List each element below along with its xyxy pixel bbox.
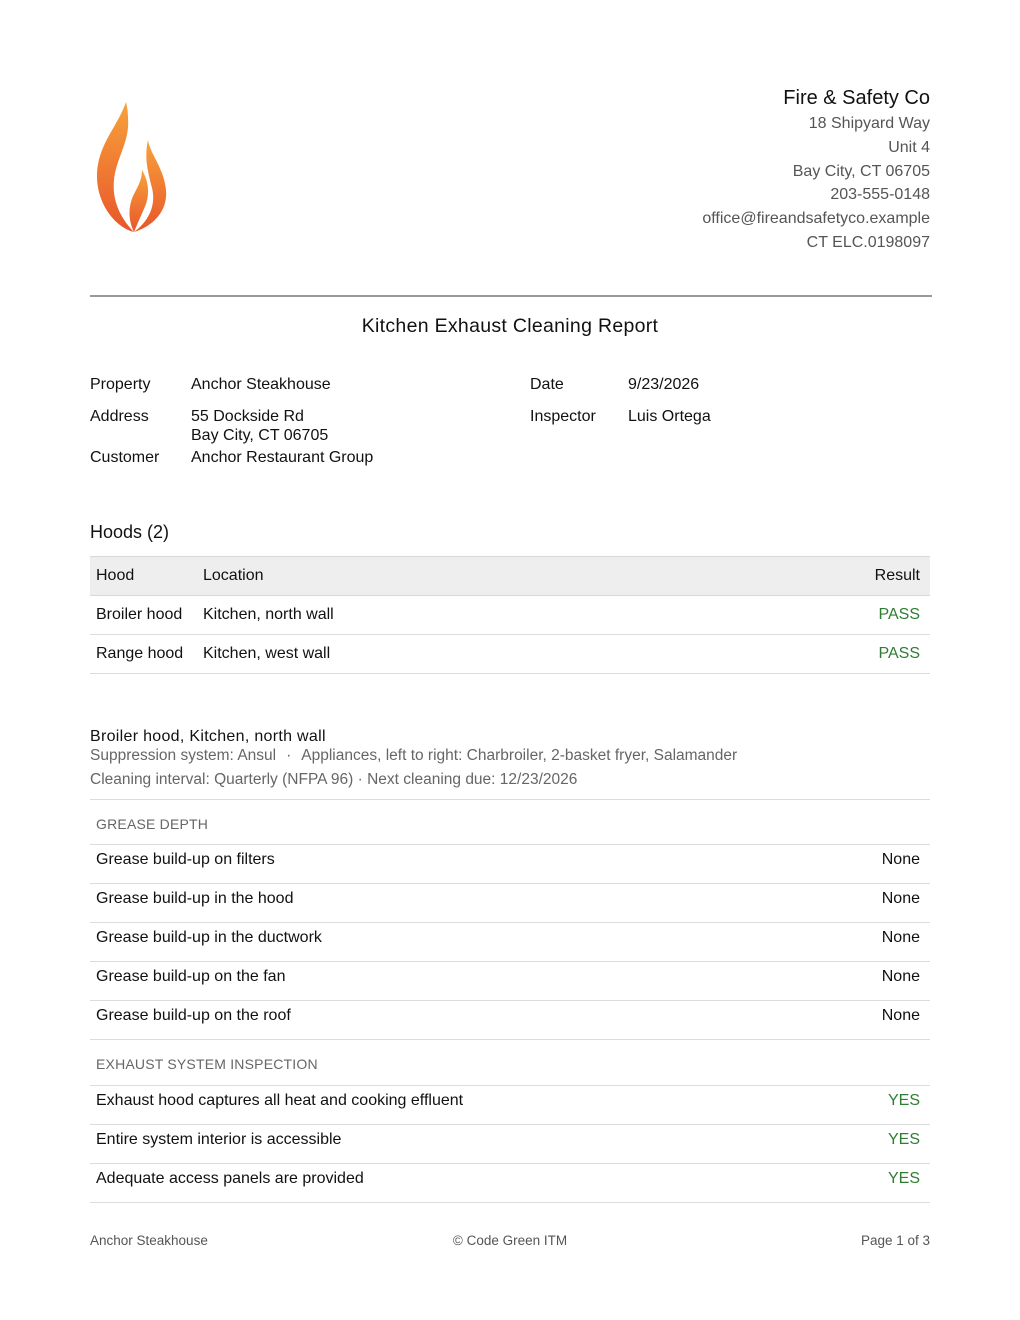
- customer-value: Anchor Restaurant Group: [191, 449, 374, 466]
- hood-location: Kitchen, west wall: [203, 645, 331, 662]
- answer: None: [881, 929, 920, 946]
- company-phone: 203-555-0148: [830, 186, 930, 204]
- header-divider: [90, 295, 932, 297]
- question: Grease build-up in the ductwork: [96, 929, 322, 946]
- question: Exhaust hood captures all heat and cooking effluent: [96, 1092, 464, 1109]
- property-value: Anchor Steakhouse: [191, 376, 331, 393]
- inspector-label: Inspector: [530, 408, 596, 425]
- list-item: [90, 1125, 930, 1164]
- grease-depth-heading: [90, 799, 930, 845]
- property-info: [90, 375, 510, 475]
- address-label: Address: [90, 408, 149, 425]
- company-license: CT ELC.0198097: [806, 233, 930, 251]
- question: Grease build-up in the hood: [96, 890, 294, 907]
- hood-detail-summary: [90, 747, 737, 765]
- footer-property: Anchor Steakhouse: [90, 1233, 208, 1248]
- customer-label: Customer: [90, 449, 160, 466]
- address-line1: 55 Dockside Rd: [191, 408, 304, 425]
- answer: None: [881, 851, 920, 868]
- question: Grease build-up on the fan: [96, 968, 286, 985]
- company-street: 18 Shipyard Way: [808, 115, 930, 132]
- flame-icon: [90, 96, 172, 236]
- company-email: office@fireandsafetyco.example: [702, 210, 930, 228]
- list-item: [90, 884, 930, 923]
- address-line2: Bay City, CT 06705: [191, 427, 329, 444]
- list-item: [90, 1086, 930, 1125]
- grease-depth-heading-label: GREASE DEPTH: [96, 816, 209, 832]
- answer: YES: [887, 1092, 920, 1109]
- question: Grease build-up on the roof: [96, 1007, 291, 1024]
- exhaust-inspection-heading: [90, 1040, 930, 1086]
- footer-page-number: Page 1 of 3: [860, 1233, 930, 1248]
- list-item: [90, 845, 930, 884]
- list-item: [90, 1001, 930, 1040]
- answer: None: [881, 890, 920, 907]
- answer: YES: [887, 1170, 920, 1187]
- hoods-table: [90, 556, 930, 674]
- question: Adequate access panels are provided: [96, 1170, 364, 1187]
- page-title: Kitchen Exhaust Cleaning Report: [361, 315, 659, 337]
- footer-copyright: © Code Green ITM: [452, 1233, 568, 1248]
- company-unit: Unit 4: [888, 138, 930, 156]
- list-item: [90, 1164, 930, 1203]
- cleaning-interval: Cleaning interval: Quarterly (NFPA 96) · Next cleaning due: 12/23/2026: [90, 771, 578, 788]
- hood-location: Kitchen, north wall: [203, 606, 334, 623]
- property-label: Property: [90, 376, 151, 393]
- suppression-system: Suppression system: Ansul: [90, 747, 277, 764]
- question: Grease build-up on filters: [96, 851, 275, 868]
- inspector-value: Luis Ortega: [628, 408, 711, 425]
- hood-name: Broiler hood: [96, 606, 183, 623]
- column-header-hood: Hood: [96, 567, 135, 584]
- separator: ·: [286, 747, 292, 764]
- hood-result: PASS: [878, 606, 920, 623]
- table-row: [90, 635, 930, 674]
- hoods-table-header: [90, 556, 930, 596]
- date-label: Date: [530, 376, 564, 393]
- exhaust-inspection-heading-label: EXHAUST SYSTEM INSPECTION: [96, 1056, 318, 1072]
- hoods-section-title: Hoods (2): [90, 522, 170, 542]
- answer: None: [881, 968, 920, 985]
- table-row: [90, 596, 930, 635]
- inspection-list: [90, 799, 930, 1203]
- hood-result: PASS: [878, 645, 920, 662]
- visit-info: [530, 375, 830, 435]
- date-value: 9/23/2026: [628, 376, 700, 393]
- appliances: Appliances, left to right: Charbroiler, 2-basket fryer, Salamander: [301, 747, 738, 764]
- company-city: Bay City, CT 06705: [792, 162, 930, 180]
- hood-detail-title: Broiler hood, Kitchen, north wall: [90, 728, 326, 745]
- answer: YES: [887, 1131, 920, 1148]
- company-name: Fire & Safety Co: [783, 87, 930, 109]
- hood-name: Range hood: [96, 645, 184, 662]
- column-header-location: Location: [203, 567, 264, 584]
- column-header-result: Result: [874, 567, 920, 584]
- list-item: [90, 923, 930, 962]
- list-item: [90, 962, 930, 1001]
- question: Entire system interior is accessible: [96, 1131, 342, 1148]
- company-block: [702, 86, 930, 255]
- answer: None: [881, 1007, 920, 1024]
